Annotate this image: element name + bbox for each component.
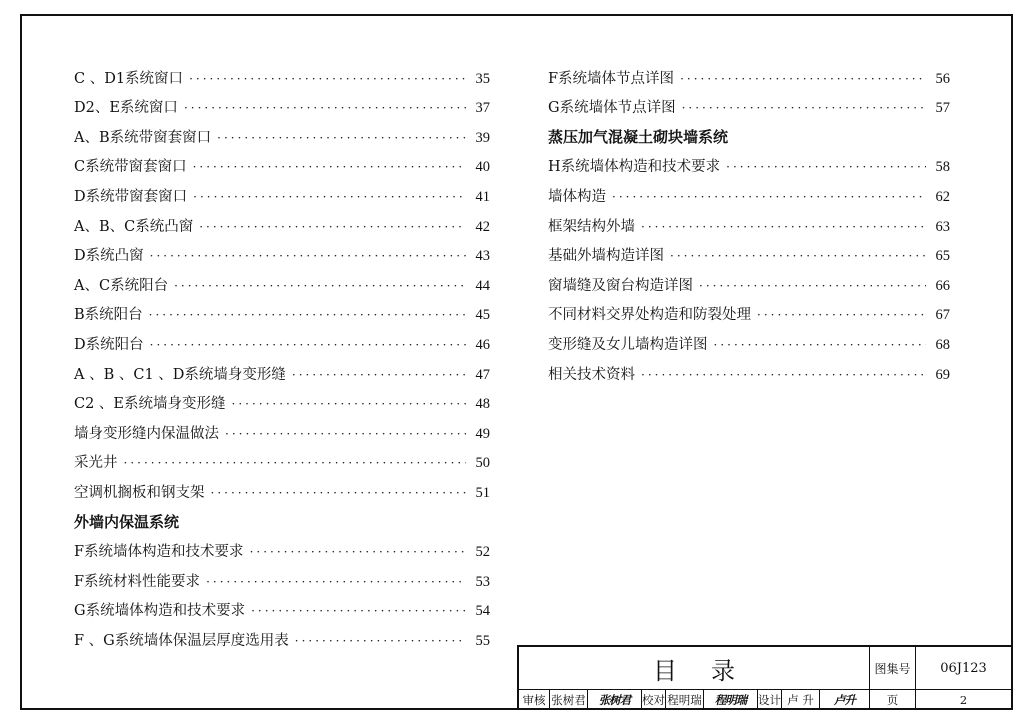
- toc-entry-title: D系统阳台: [74, 336, 144, 353]
- dot-leader: [250, 543, 466, 561]
- dot-leader: [757, 306, 926, 324]
- toc-entry-page: 45: [475, 307, 490, 324]
- toc-entry: [74, 117, 490, 147]
- toc-entry: [74, 236, 490, 266]
- toc-left-column: [74, 58, 490, 650]
- toc-entry-title: F系统墙体节点详图: [548, 70, 675, 87]
- toc-entry-title: D2、E系统窗口: [74, 100, 178, 117]
- toc-entry: [74, 472, 490, 502]
- page-label: 页: [869, 689, 915, 710]
- toc-entry-title: 蒸压加气混凝土砌块墙系统: [548, 127, 729, 146]
- toc-entry: [548, 88, 950, 118]
- title-block: [517, 645, 1011, 710]
- toc-entry-page: 44: [475, 277, 490, 294]
- toc-entry: [74, 620, 490, 650]
- dot-leader: [292, 366, 466, 384]
- toc-entry: [74, 532, 490, 562]
- dot-leader: [193, 158, 466, 176]
- toc-entry-page: 62: [935, 188, 950, 205]
- toc-entry: [548, 206, 950, 236]
- toc-entry: [74, 561, 490, 591]
- toc-entry: [548, 265, 950, 295]
- toc-entry-title: 不同材料交界处构造和防裂处理: [548, 307, 751, 324]
- toc-entry: [548, 58, 950, 88]
- dot-leader: [150, 247, 466, 265]
- toc-entry: [548, 324, 950, 354]
- toc-entry-title: F 、G系统墙体保温层厚度选用表: [74, 632, 289, 649]
- toc-entry: [74, 324, 490, 354]
- toc-entry-page: 65: [935, 248, 950, 265]
- toc-entry: [74, 265, 490, 295]
- toc-entry-title: F系统墙体构造和技术要求: [74, 544, 244, 561]
- toc-entry-title: B系统阳台: [74, 307, 143, 324]
- toc-section-heading: [74, 502, 490, 532]
- toc-entry-page: 55: [475, 632, 490, 649]
- toc-entry-title: 外墙内保温系统: [74, 512, 180, 531]
- check-label: 校对: [641, 689, 665, 710]
- dot-leader: [174, 277, 466, 295]
- toc-entry-title: A、C系统阳台: [74, 277, 169, 294]
- toc-entry-page: 51: [475, 484, 490, 501]
- toc-entry-page: 69: [935, 366, 950, 383]
- toc-entry-title: G系统墙体节点详图: [548, 100, 676, 117]
- toc-entry: [74, 206, 490, 236]
- toc-entry: [74, 147, 490, 177]
- toc-entry: [74, 88, 490, 118]
- toc-entry-page: 66: [935, 277, 950, 294]
- toc-entry-page: 42: [475, 218, 490, 235]
- toc-entry-page: 54: [475, 603, 490, 620]
- toc-entry-page: 39: [475, 129, 490, 146]
- toc-section-heading: [548, 117, 950, 147]
- page-number: 2: [915, 689, 1011, 710]
- dot-leader: [714, 336, 927, 354]
- toc-entry-page: 63: [935, 218, 950, 235]
- toc-entry: [74, 384, 490, 414]
- dot-leader: [150, 336, 466, 354]
- toc-entry-title: C2 、E系统墙身变形缝: [74, 396, 226, 413]
- toc-entry-title: A 、B 、C1 、D系统墙身变形缝: [74, 366, 286, 383]
- dot-leader: [149, 306, 466, 324]
- toc-entry-title: D系统凸窗: [74, 248, 144, 265]
- toc-entry-title: 基础外墙构造详图: [548, 248, 664, 265]
- checker-signature: 程明瑞: [703, 689, 757, 710]
- toc-entry-title: C 、D1系统窗口: [74, 70, 184, 87]
- design-label: 设计: [757, 689, 781, 710]
- dot-leader: [295, 632, 466, 650]
- toc-entry: [74, 591, 490, 621]
- toc-entry-page: 37: [475, 100, 490, 117]
- toc-entry-page: 46: [475, 336, 490, 353]
- dot-leader: [726, 158, 926, 176]
- toc-entry-page: 52: [475, 544, 490, 561]
- toc-entry-page: 56: [935, 70, 950, 87]
- toc-entry-page: 48: [475, 396, 490, 413]
- atlas-number: 06J123: [915, 647, 1011, 689]
- review-label: 审核: [522, 692, 546, 707]
- dot-leader: [189, 70, 466, 88]
- toc-entry-title: 采光井: [74, 455, 118, 472]
- dot-leader: [124, 454, 467, 472]
- reviewer-name: 张树君: [549, 689, 587, 710]
- toc-entry-title: 窗墙缝及窗台构造详图: [548, 277, 693, 294]
- toc-entry-title: D系统带窗套窗口: [74, 188, 188, 205]
- toc-right-column: [548, 58, 950, 384]
- toc-entry: [548, 236, 950, 266]
- toc-entry: [74, 58, 490, 88]
- toc-entry: [74, 176, 490, 206]
- toc-entry-page: 58: [935, 159, 950, 176]
- toc-entry-title: 空调机搁板和钢支架: [74, 484, 205, 501]
- dot-leader: [641, 366, 926, 384]
- toc-entry: [548, 354, 950, 384]
- toc-entry: [548, 295, 950, 325]
- dot-leader: [251, 602, 466, 620]
- toc-entry-title: H系统墙体构造和技术要求: [548, 159, 721, 176]
- atlas-label: 图集号: [869, 647, 915, 689]
- dot-leader: [670, 247, 926, 265]
- toc-entry-page: 47: [475, 366, 490, 383]
- document-title: 目录: [653, 656, 769, 685]
- toc-entry-title: G系统墙体构造和技术要求: [74, 603, 246, 620]
- dot-leader: [184, 99, 466, 117]
- dot-leader: [680, 70, 926, 88]
- designer-name: 卢 升: [781, 689, 819, 710]
- dot-leader: [206, 573, 466, 591]
- checker-name: 程明瑞: [665, 689, 703, 710]
- toc-entry-title: A、B、C系统凸窗: [74, 218, 194, 235]
- dot-leader: [682, 99, 926, 117]
- dot-leader: [193, 188, 466, 206]
- toc-entry-page: 57: [935, 100, 950, 117]
- dot-leader: [699, 277, 926, 295]
- toc-entry-title: 相关技术资料: [548, 366, 635, 383]
- toc-entry: [74, 443, 490, 473]
- toc-entry: [74, 354, 490, 384]
- toc-entry: [74, 295, 490, 325]
- toc-entry-title: 墙体构造: [548, 188, 606, 205]
- toc-entry-title: A、B系统带窗套窗口: [74, 129, 212, 146]
- toc-entry-page: 53: [475, 573, 490, 590]
- toc-entry-page: 50: [475, 455, 490, 472]
- toc-entry: [548, 176, 950, 206]
- toc-entry-page: 49: [475, 425, 490, 442]
- toc-entry: [548, 147, 950, 177]
- toc-entry-page: 43: [475, 248, 490, 265]
- dot-leader: [232, 395, 466, 413]
- toc-entry-page: 41: [475, 188, 490, 205]
- toc-entry-page: 40: [475, 159, 490, 176]
- dot-leader: [225, 425, 466, 443]
- toc-entry-title: 框架结构外墙: [548, 218, 635, 235]
- toc-entry-title: 墙身变形缝内保温做法: [74, 425, 219, 442]
- reviewer-signature: 张树君: [587, 689, 641, 710]
- dot-leader: [217, 129, 466, 147]
- designer-signature: 卢升: [819, 689, 869, 710]
- dot-leader: [612, 188, 926, 206]
- dot-leader: [211, 484, 467, 502]
- toc-entry-title: 变形缝及女儿墙构造详图: [548, 336, 708, 353]
- dot-leader: [641, 218, 926, 236]
- toc-entry-page: 68: [935, 336, 950, 353]
- toc-entry-page: 67: [935, 307, 950, 324]
- toc-entry-title: F系统材料性能要求: [74, 573, 201, 590]
- toc-entry-page: 35: [475, 70, 490, 87]
- toc-entry-title: C系统带窗套窗口: [74, 159, 187, 176]
- toc-entry: [74, 413, 490, 443]
- dot-leader: [199, 218, 466, 236]
